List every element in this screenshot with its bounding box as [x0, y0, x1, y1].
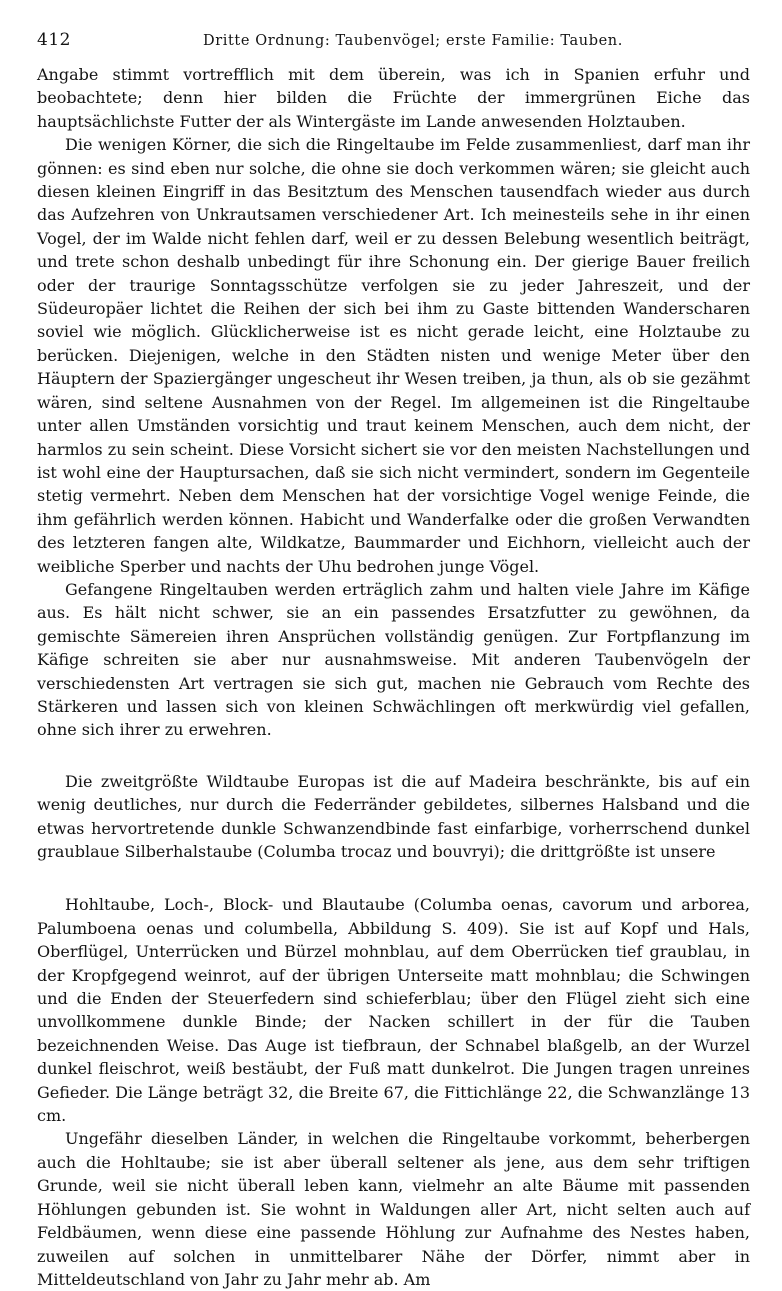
section-gap	[37, 863, 750, 893]
paragraph-captive-ringeltauben: Gefangene Ringeltauben werden erträglich zahm und halten viele Jahre im Käfige aus. Es hält nicht schwer, sie an ein passendes Ersatzfutter zu gewöhnen, da gemischte Sämereien ihren Ansprüchen vollständig genügen. Zur Fortpflanzung im Käfige schreiten sie aber nur ausnahmsweise. Mit anderen Taubenvögeln der verschiedensten Art vertragen sie sich gut, machen nie Gebrauch vom Rechte des Stärkeren und lassen sich von kleinen Schwächlingen oft merkwürdig viel gefallen, ohne sich ihrer zu erwehren.	[37, 579, 750, 740]
section-gap	[37, 742, 750, 770]
paragraph-hohltaube-range: Ungefähr dieselben Länder, in welchen die Ringeltaube vorkommt, beherbergen auch die Hohltaube; sie ist aber überall seltener als jene, aus dem sehr triftigen Grunde, weil sie nicht überall leben kann, vielmehr an alte Bäume mit passenden Höhlungen gebunden ist. Sie wohnt in Waldungen aller Art, nicht selten auch auf Feldbäumen, wenn diese eine passende Höhlung zur Aufnahme des Nestes haben, zuweilen auf solchen in unmittelbarer Nähe der Dörfer, nimmt aber in Mitteldeutschland von Jahr zu Jahr mehr ab. Am	[37, 1129, 750, 1289]
page-body	[37, 63, 750, 1291]
page-number: 412	[37, 30, 71, 50]
running-head: Dritte Ordnung: Taubenvögel; erste Familie: Tauben.	[203, 33, 623, 49]
paragraph-holztauben-food: Angabe stimmt vortrefflich mit dem überein, was ich in Spanien erfuhr und beobachtete; denn hier bilden die Früchte der immergrünen Eiche das hauptsächlichste Futter der als Wintergäste im Lande anwesenden Holztauben.	[37, 65, 750, 131]
paragraph-hohltaube-description: Hohltaube, Loch-, Block- und Blautaube (Columba oenas, cavorum und arborea, Palumboena oenas und columbella, Abbildung S. 409). Sie ist auf Kopf und Hals, Oberflügel, Unterrücken und Bürzel mohnblau, auf dem Oberrücken tief graublau, in der Kropfgegend weinrot, auf der übrigen Unterseite matt mohnblau; die Schwingen und die Enden der Steuerfedern sind schieferblau; über den Flügel zieht sich eine unvollkommene dunkle Binde; der Nacken schillert in der für die Tauben bezeichnenden Weise. Das Auge ist tiefbraun, der Schnabel blaßgelb, an der Wurzel dunkel fleischrot, weiß bestäubt, der Fuß matt dunkelrot. Die Jungen tragen unreines Gefieder. Die Länge beträgt 32, die Breite 67, die Fittichlänge 22, die Schwanzlänge 13 cm.	[37, 895, 750, 1126]
paragraph-silberhalstaube: Die zweitgrößte Wildtaube Europas ist die auf Madeira beschränkte, bis auf ein wenig deutliches, nur durch die Federränder gebildetes, silbernes Halsband und die etwas hervortretende dunkle Schwanzendbinde fast einfarbige, vorherrschend dunkel graublaue Silberhalstaube (Columba trocaz und bouvryi); die drittgrößte ist unsere	[37, 771, 750, 861]
page-header	[37, 30, 750, 54]
paragraph-ringeltaube-protection: Die wenigen Körner, die sich die Ringeltaube im Felde zusammenliest, darf man ihr gönnen: es sind eben nur solche, die ohne sie doch verkommen wären; sie gleicht auch diesen kleinen Eingriff in das Besitztum des Menschen tausendfach wieder aus durch das Aufzehren von Unkrautsamen verschiedener Art. Ich meinesteils sehe in ihr einen Vogel, der im Walde nicht fehlen darf, weil er zu dessen Belebung wesentlich beiträgt, und trete schon deshalb unbedingt für ihre Schonung ein. Der gierige Bauer freilich oder der traurige Sonntagsschütze verfolgen sie zu jeder Jahreszeit, und der Südeuropäer lichtet die Reihen der sich bei ihm zu Gaste bittenden Wanderscharen soviel wie möglich. Glücklicherweise ist es nicht gerade leicht, eine Holztaube zu berücken. Diejenigen, welche in den Städten nisten und wenige Meter über den Häuptern der Spaziergänger ungescheut ihr Wesen treiben, ja thun, als ob sie gezähmt wären, sind seltene Ausnahmen von der Regel. Im allgemeinen ist die Ringeltaube unter allen Umständen vorsichtig und traut keinem Menschen, auch dem nicht, der harmlos zu sein scheint. Diese Vorsicht sichert sie vor den meisten Nachstellungen und ist wohl eine der Hauptursachen, daß sie sich nicht vermindert, sondern im Gegenteile stetig vermehrt. Neben dem Menschen hat der vorsichtige Vogel wenige Feinde, die ihm gefährlich werden können. Habicht und Wanderfalke oder die großen Verwandten des letzteren fangen alte, Wildkatze, Baummarder und Eichhorn, vielleicht auch der weibliche Sperber und nachts der Uhu bedrohen junge Vögel.	[37, 135, 750, 576]
